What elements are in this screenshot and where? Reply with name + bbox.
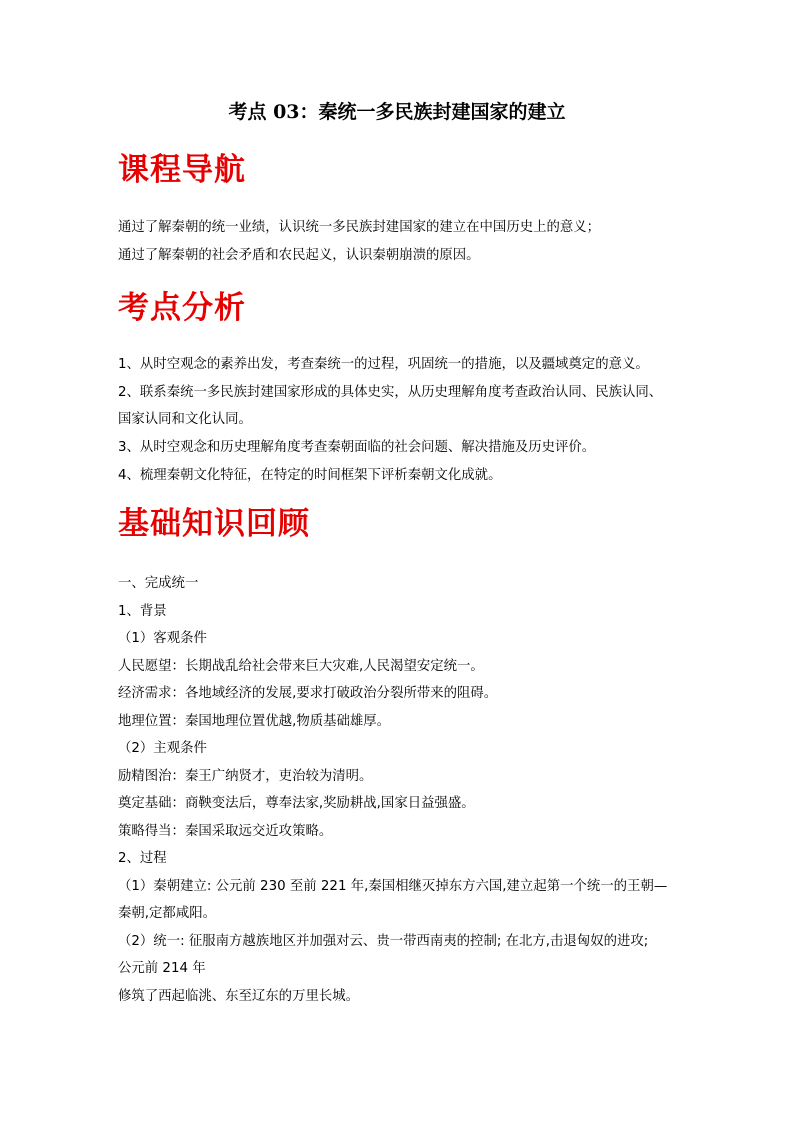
review-line-1: 一、完成统一 — [118, 576, 199, 591]
review-line-8: 励精图治：秦王广纳贤才，吏治较为清明。 — [118, 769, 373, 784]
document-title: 考点 03：秦统一多民族封建国家的建立 — [228, 101, 566, 123]
review-line-3: （1）客观条件 — [118, 631, 207, 646]
analysis-line-4: 3、从时空观念和历史理解角度考查秦朝面临的社会问题、解决措施及历史评价。 — [118, 440, 596, 455]
review-line-6: 地理位置：秦国地理位置优越,物质基础雄厚。 — [118, 714, 391, 729]
review-line-4: 人民愿望：长期战乱给社会带来巨大灾难,人民渴望安定统一。 — [118, 659, 484, 674]
review-line-9: 奠定基础：商鞅变法后，尊奉法家,奖励耕战,国家日益强盛。 — [118, 796, 475, 811]
analysis-line-1: 1、从时空观念的素养出发，考查秦统一的过程，巩固统一的措施，以及疆域奠定的意义。 — [118, 357, 649, 372]
review-line-16: 修筑了西起临洮、东至辽东的万里长城。 — [118, 989, 360, 1004]
section-heading-review: 基础知识回顾 — [118, 506, 310, 542]
review-line-15: 公元前 214 年 — [118, 961, 206, 976]
review-line-12: （1）秦朝建立: 公元前 230 至前 221 年,秦国相继灭掉东方六国,建立起第一个统一的王朝— — [118, 879, 668, 894]
review-line-2: 1、背景 — [118, 604, 167, 619]
section-heading-navigation: 课程导航 — [118, 152, 246, 188]
review-line-13: 秦朝,定都咸阳。 — [118, 906, 216, 921]
navigation-line-1: 通过了解秦朝的统一业绩，认识统一多民族封建国家的建立在中国历史上的意义； — [118, 220, 601, 235]
navigation-line-2: 通过了解秦朝的社会矛盾和农民起义，认识秦朝崩溃的原因。 — [118, 248, 480, 263]
review-line-5: 经济需求：各地域经济的发展,要求打破政治分裂所带来的阻碍。 — [118, 686, 498, 701]
review-line-14: （2）统一: 征服南方越族地区并加强对云、贵一带西南夷的控制; 在北方,击退匈奴的进攻; — [118, 934, 649, 949]
review-line-11: 2、过程 — [118, 851, 167, 866]
analysis-line-5: 4、梳理秦朝文化特征，在特定的时间框架下评析秦朝文化成就。 — [118, 468, 502, 483]
analysis-line-2: 2、联系秦统一多民族封建国家形成的具体史实，从历史理解角度考查政治认同、民族认同、 — [118, 385, 663, 400]
review-line-7: （2）主观条件 — [118, 741, 207, 756]
review-line-10: 策略得当：秦国采取远交近攻策略。 — [118, 824, 333, 839]
analysis-line-3: 国家认同和文化认同。 — [118, 412, 252, 427]
section-heading-analysis: 考点分析 — [118, 290, 246, 326]
